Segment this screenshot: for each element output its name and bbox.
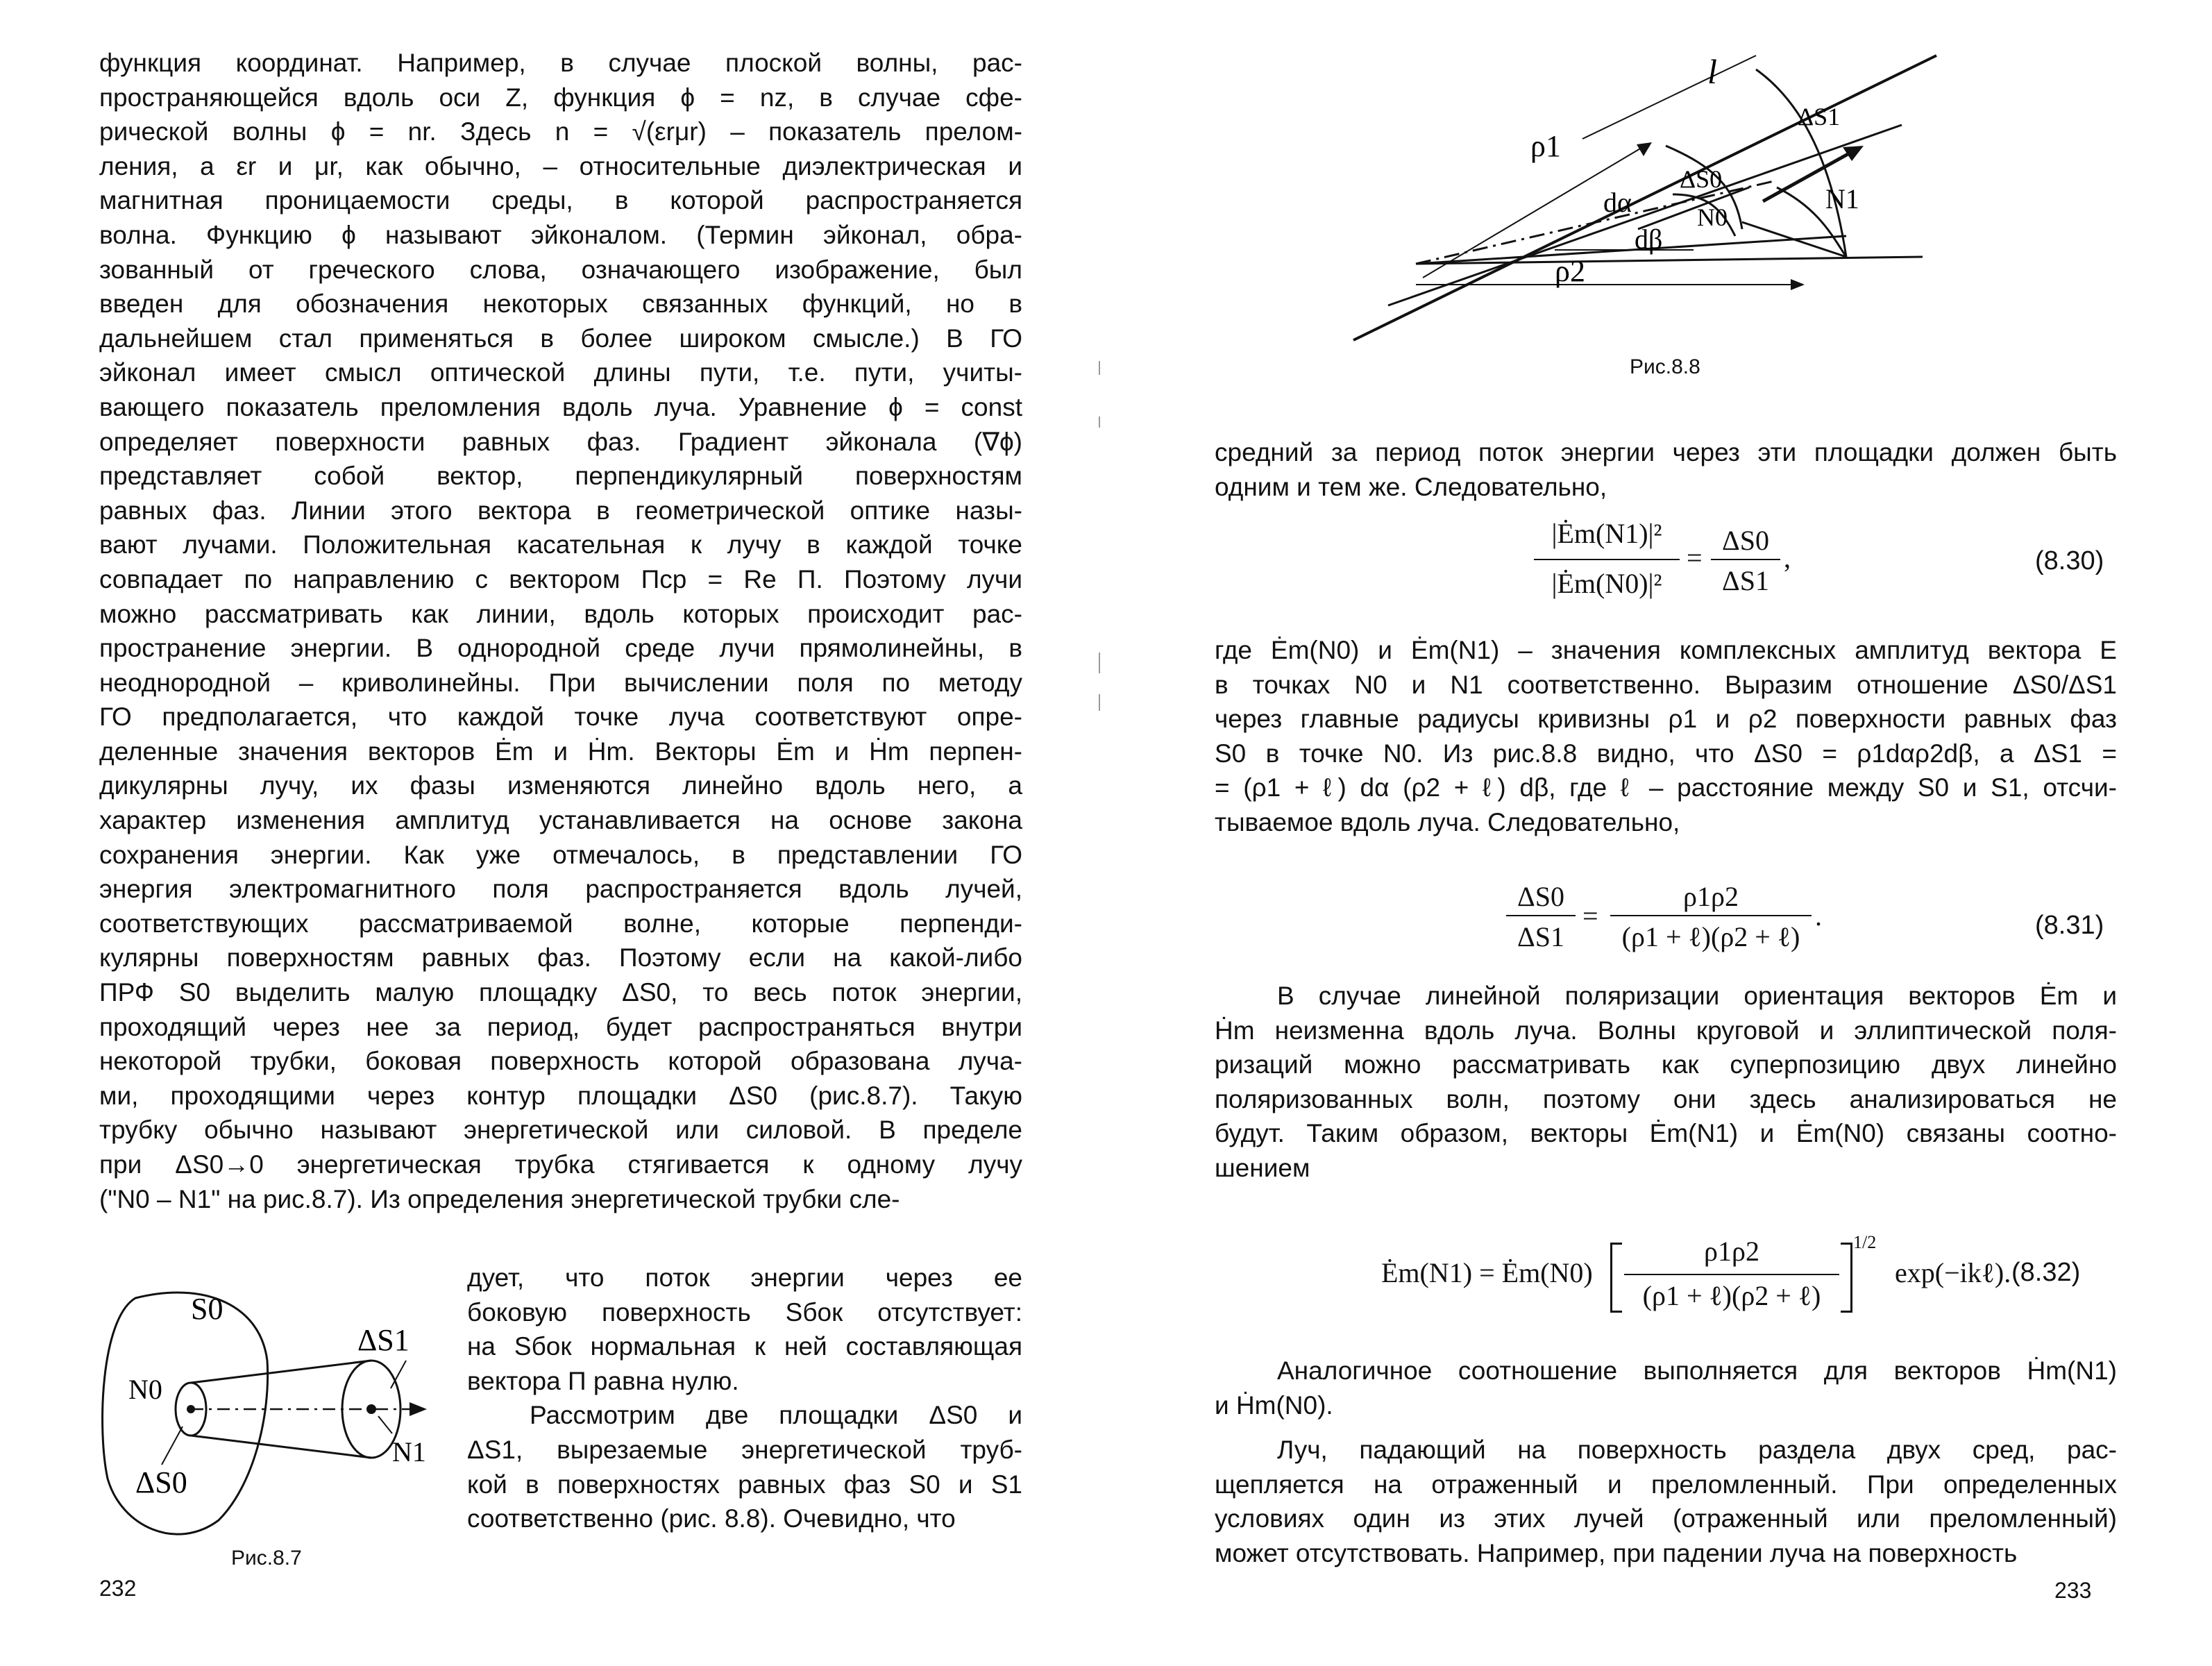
text-line: = (ρ1 + ℓ) dα (ρ2 + ℓ) dβ, где ℓ – расстояние между S0 и S1, отсчи- [1215, 773, 2117, 802]
figure-8-7-caption: Рис.8.7 [231, 1547, 302, 1570]
right-page [1104, 0, 2212, 1666]
left-page [0, 0, 1104, 1666]
text-line: условиях один из этих лучей (отраженный или преломленный) [1215, 1504, 2117, 1533]
label-rho2: ρ2 [1555, 254, 1585, 288]
eq830-rhs-den: ΔS1 [1722, 565, 1769, 596]
gutter-mark [1099, 653, 1100, 673]
text-line: Рассмотрим две площадки ΔS0 и [530, 1401, 1022, 1430]
text-line: поляризованных волн, поэтому они здесь анализироваться не [1215, 1084, 2117, 1113]
text-line: пространяющейся вдоль оси Z, функция ϕ = nz, в случае сфе- [99, 83, 1022, 112]
eq832-lhs: Ėm(N1) = Ėm(N0) [1381, 1257, 1593, 1288]
eq832-frac-den: (ρ1 + ℓ)(ρ2 + ℓ) [1642, 1280, 1821, 1311]
text-line: где Ėm(N0) и Ėm(N1) – значения комплексных амплитуд вектора Е [1215, 636, 2117, 664]
text-line: проходящий через нее за период, будет распространяться внутри [99, 1012, 1022, 1041]
eq832-power: 1/2 [1853, 1232, 1877, 1252]
text-line: волна. Функцию ϕ называют эйконалом. (Термин эйконал, обра- [99, 220, 1022, 249]
text-line: соответствующих рассматриваемой волне, которые перпенди- [99, 909, 1022, 938]
eq831-rhs-num: ρ1ρ2 [1683, 881, 1739, 912]
page-number-right: 233 [2054, 1578, 2092, 1603]
eq830-frac-bar-left [1534, 559, 1680, 560]
page-number-left: 232 [99, 1576, 137, 1601]
eq831-lhs-num: ΔS0 [1517, 881, 1564, 912]
text-line: соответственно (рис. 8.8). Очевидно, что [467, 1504, 956, 1533]
eq830-lhs-num: |Ėm(N1)|² [1551, 518, 1662, 549]
text-line: В случае линейной поляризации ориентация векторов Ėm и [1277, 982, 2117, 1010]
left-side-text [467, 1261, 1022, 1536]
label-ds0: ΔS0 [135, 1465, 187, 1499]
figure-8-8-caption: Рис.8.8 [1630, 355, 1700, 378]
eq831-period: . [1815, 900, 1822, 932]
text-line: характер изменения амплитуд устанавливается на основе закона [99, 806, 1022, 835]
text-line: одним и тем же. Следовательно, [1215, 472, 1607, 501]
left-main-text [99, 46, 1022, 1216]
eq831-equals: = [1582, 900, 1598, 932]
text-line: эйконал имеет смысл оптической длины пути, т.е. пути, учиты- [99, 358, 1022, 387]
equation-number-8-31: (8.31) [2035, 911, 2104, 940]
eq832-frac-bar [1624, 1274, 1839, 1275]
text-line: некоторой трубки, боковая поверхность которой образована луча- [99, 1047, 1022, 1076]
right-paragraph-2 [1215, 633, 2117, 840]
text-line: пространение энергии. В однородной среде лучи прямолинейны, в [99, 634, 1022, 663]
text-line: и Ḣm(N0). [1215, 1390, 1333, 1420]
label-n0: N0 [128, 1374, 162, 1405]
text-line: ми, проходящими через контур площадки ΔS0 (рис.8.7). Такую [99, 1081, 1022, 1110]
text-line: введен для обозначения некоторых связанных функций, но в [99, 289, 1022, 319]
text-line: деленные значения векторов Ėm и Ḣm. Векторы Ėm и Ḣm перпен- [99, 737, 1022, 766]
text-line: ("N0 – N1" на рис.8.7). Из определения энергетической трубки сле- [99, 1184, 900, 1213]
figure-8-7 [94, 1277, 455, 1569]
text-line: равных фаз. Линии этого вектора в геометрической оптике назы- [99, 496, 1022, 525]
eq832-bracket-right [1841, 1243, 1852, 1313]
figure-8-7-drawing [94, 1277, 455, 1569]
eq830-frac-bar-right [1711, 559, 1780, 560]
text-line: энергия электромагнитного поля распространяется вдоль лучей, [99, 875, 1022, 904]
text-line: совпадает по направлению с вектором Пср = Re П. Поэтому лучи [99, 564, 1022, 594]
text-line: через главные радиусы кривизны ρ1 и ρ2 поверхности равных фаз [1215, 705, 2117, 734]
equation-8-31 [1506, 880, 1895, 964]
eq832-tail: exp(−ikℓ). [1895, 1257, 2011, 1288]
text-line: кулярны поверхностям равных фаз. Поэтому если на какой-либо [99, 943, 1022, 973]
right-paragraph-4 [1215, 1354, 2117, 1422]
label-n1: N1 [392, 1436, 426, 1467]
figure-8-8 [1346, 28, 1950, 354]
text-line: кой в поверхностях равных фаз S0 и S1 [467, 1470, 1022, 1499]
label-dalpha: dα [1603, 187, 1632, 218]
gutter-mark [1099, 694, 1100, 711]
text-line: средний за период поток энергии через эти площадки должен быть [1215, 438, 2117, 466]
label-ds0: ΔS0 [1680, 165, 1723, 193]
text-line: ГО предполагается, что каждой точке луча соответствуют опре- [99, 702, 1022, 732]
eq831-frac-bar-right [1610, 915, 1812, 916]
right-paragraph-5 [1215, 1433, 2117, 1570]
text-line: рической волны ϕ = nr. Здесь n = √(εrμr) – показатель прелом- [99, 117, 1022, 146]
text-line: трубку обычно называют энергетической или силовой. В пределе [99, 1116, 1022, 1145]
text-line: ΔS1, вырезаемые энергетической труб- [467, 1435, 1022, 1464]
eq830-equals: = [1687, 542, 1703, 573]
label-n1: N1 [1825, 183, 1859, 214]
text-line: ПРФ S0 выделить малую площадку ΔS0, то весь поток энергии, [99, 978, 1022, 1007]
gutter-mark [1099, 416, 1100, 428]
equation-number-8-30: (8.30) [2035, 546, 2104, 575]
text-line: боковую поверхность Sбок отсутствует: [467, 1297, 1022, 1327]
eq830-lhs-den: |Ėm(N0)|² [1551, 568, 1662, 599]
gutter-mark [1099, 361, 1100, 375]
eq832-bracket-left [1610, 1243, 1622, 1313]
text-line: определяет поверхности равных фаз. Градиент эйконала (∇ϕ) [99, 427, 1022, 456]
equation-number-8-32: (8.32) [2011, 1258, 2081, 1287]
label-ds1: ΔS1 [1798, 103, 1841, 131]
label-ds1: ΔS1 [357, 1323, 410, 1357]
text-line: функция координат. Например, в случае плоской волны, рас- [99, 49, 1022, 77]
figure-8-8-drawing [1346, 28, 1950, 354]
label-n0: N0 [1697, 203, 1728, 231]
label-l: l [1707, 52, 1717, 91]
text-line: ризаций можно рассматривать как суперпозицию двух линейно [1215, 1050, 2117, 1079]
text-line: будут. Таким образом, векторы Ėm(N1) и Ėm(N0) связаны соотно- [1215, 1119, 2117, 1148]
text-line: S0 в точке N0. Из рис.8.8 видно, что ΔS0 = ρ1dαρ2dβ, а ΔS1 = [1215, 739, 2117, 768]
eq831-rhs-den: (ρ1 + ℓ)(ρ2 + ℓ) [1621, 921, 1800, 952]
eq832-frac-num: ρ1ρ2 [1704, 1236, 1759, 1267]
equation-8-32 [1381, 1225, 2011, 1329]
text-line: сохранения энергии. Как уже отмечалось, в представлении ГО [99, 840, 1022, 869]
text-line: зованный от греческого слова, означающего изображение, был [99, 255, 1022, 284]
eq830-comma: , [1784, 542, 1791, 573]
text-line: дует, что поток энергии через ее [467, 1263, 1022, 1292]
text-line: в точках N0 и N1 соответственно. Выразим отношение ΔS0/ΔS1 [1215, 670, 2117, 699]
text-line: может отсутствовать. Например, при падении луча на поверхность [1215, 1538, 2018, 1567]
label-dbeta: dβ [1635, 224, 1663, 255]
text-line: дикулярны лучу, их фазы изменяются линейно вдоль него, а [99, 771, 1022, 800]
text-line: Аналогичное соотношение выполняется для векторов Ḣm(N1) [1277, 1356, 2117, 1385]
text-line: неоднородной – криволинейны. При вычислении поля по методу [99, 668, 1022, 697]
text-line: на Sбок нормальная к ней составляющая [467, 1332, 1022, 1361]
text-line: вают лучами. Положительная касательная к лучу в каждой точке [99, 530, 1022, 559]
eq831-frac-bar-left [1506, 915, 1576, 916]
text-line: ления, а εr и μr, как обычно, – относительные диэлектрическая и [99, 151, 1022, 180]
eq831-lhs-den: ΔS1 [1517, 921, 1564, 952]
text-line: магнитная проницаемости среды, в которой распространяется [99, 186, 1022, 215]
text-line: вающего показатель преломления вдоль луча. Уравнение ϕ = const [99, 392, 1022, 421]
text-line: представляет собой вектор, перпендикулярный поверхностям [99, 462, 1022, 491]
text-line: можно рассматривать как линии, вдоль которых происходит рас- [99, 599, 1022, 628]
label-s0: S0 [191, 1292, 223, 1326]
equation-8-30 [1520, 517, 1812, 621]
text-line: Ḣm неизменна вдоль луча. Волны круговой и эллиптической поля- [1215, 1016, 2117, 1045]
text-line: вектора П равна нулю. [467, 1366, 739, 1395]
text-line: тываемое вдоль луча. Следовательно, [1215, 807, 1680, 836]
eq830-rhs-num: ΔS0 [1722, 525, 1769, 556]
text-line: при ΔS0→0 энергетическая трубка стягивается к одному лучу [99, 1150, 1022, 1179]
text-line: дальнейшем стал применяться в более широком смысле.) В ГО [99, 323, 1022, 353]
label-rho1: ρ1 [1530, 129, 1561, 163]
text-line: шением [1215, 1153, 1310, 1182]
right-paragraph-1 [1215, 435, 2117, 504]
text-line: щепляется на отраженный и преломленный. При определенных [1215, 1470, 2117, 1499]
text-line: Луч, падающий на поверхность раздела двух сред, рас- [1277, 1436, 2117, 1464]
right-paragraph-3 [1215, 979, 2117, 1186]
